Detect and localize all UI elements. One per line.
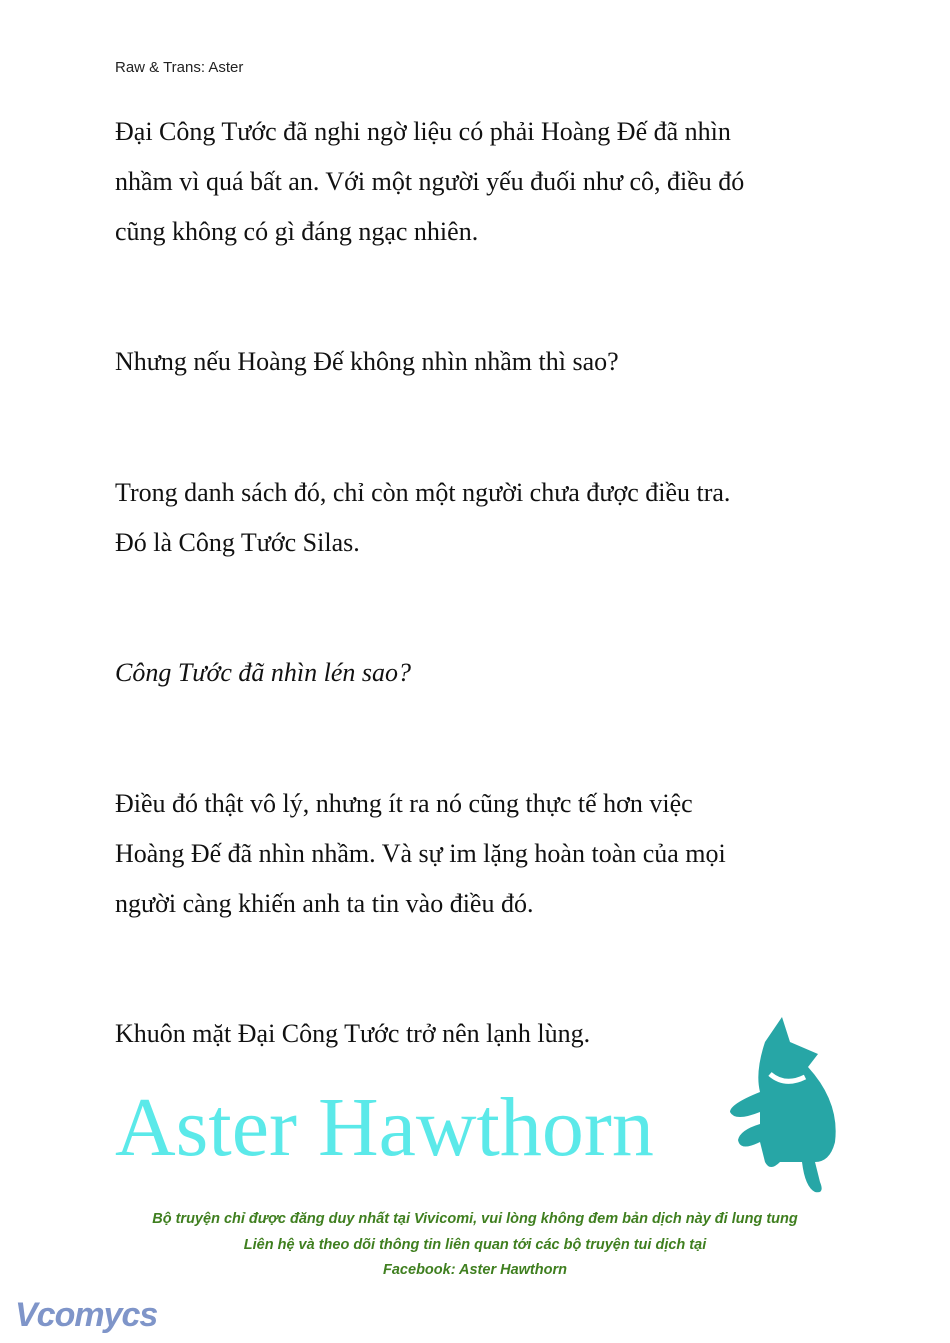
text-line: Khuôn mặt Đại Công Tước trở nên lạnh lùng. [115, 1019, 591, 1048]
text-line: nhầm vì quá bất an. Với một người yếu đuối như cô, điều đó [115, 167, 745, 196]
site-logo: Vcomycs [15, 1296, 158, 1334]
text-line: Đại Công Tước đã nghi ngờ liệu có phải Hoàng Đế đã nhìn [115, 117, 731, 146]
footer-facebook: Facebook: Aster Hawthorn [383, 1262, 567, 1278]
text-line: Điều đó thật vô lý, nhưng ít ra nó cũng thực tế hơn việc [115, 789, 693, 818]
footer-contact: Liên hệ và theo dõi thông tin liên quan tới các bộ truyện tui dịch tại [243, 1237, 707, 1253]
text-line: Hoàng Đế đã nhìn nhầm. Và sự im lặng hoàn toàn của mọi [115, 839, 726, 868]
page-header: Raw & Trans: Aster [115, 59, 244, 76]
text-line: người càng khiến anh ta tin vào điều đó. [115, 889, 534, 918]
cat-icon [720, 1012, 850, 1197]
text-line: Nhưng nếu Hoàng Đế không nhìn nhầm thì sao? [115, 347, 619, 376]
text-line-italic: Công Tước đã nhìn lén sao? [115, 658, 412, 687]
text-line: cũng không có gì đáng ngạc nhiên. [115, 217, 479, 246]
text-line: Đó là Công Tước Silas. [115, 528, 360, 557]
footer-notice: Bộ truyện chỉ được đăng duy nhất tại Vivicomi, vui lòng không đem bản dịch này đi lung tung [152, 1211, 798, 1227]
text-line: Trong danh sách đó, chỉ còn một người chưa được điều tra. [115, 478, 731, 507]
watermark-text: Aster Hawthorn [115, 1081, 654, 1174]
